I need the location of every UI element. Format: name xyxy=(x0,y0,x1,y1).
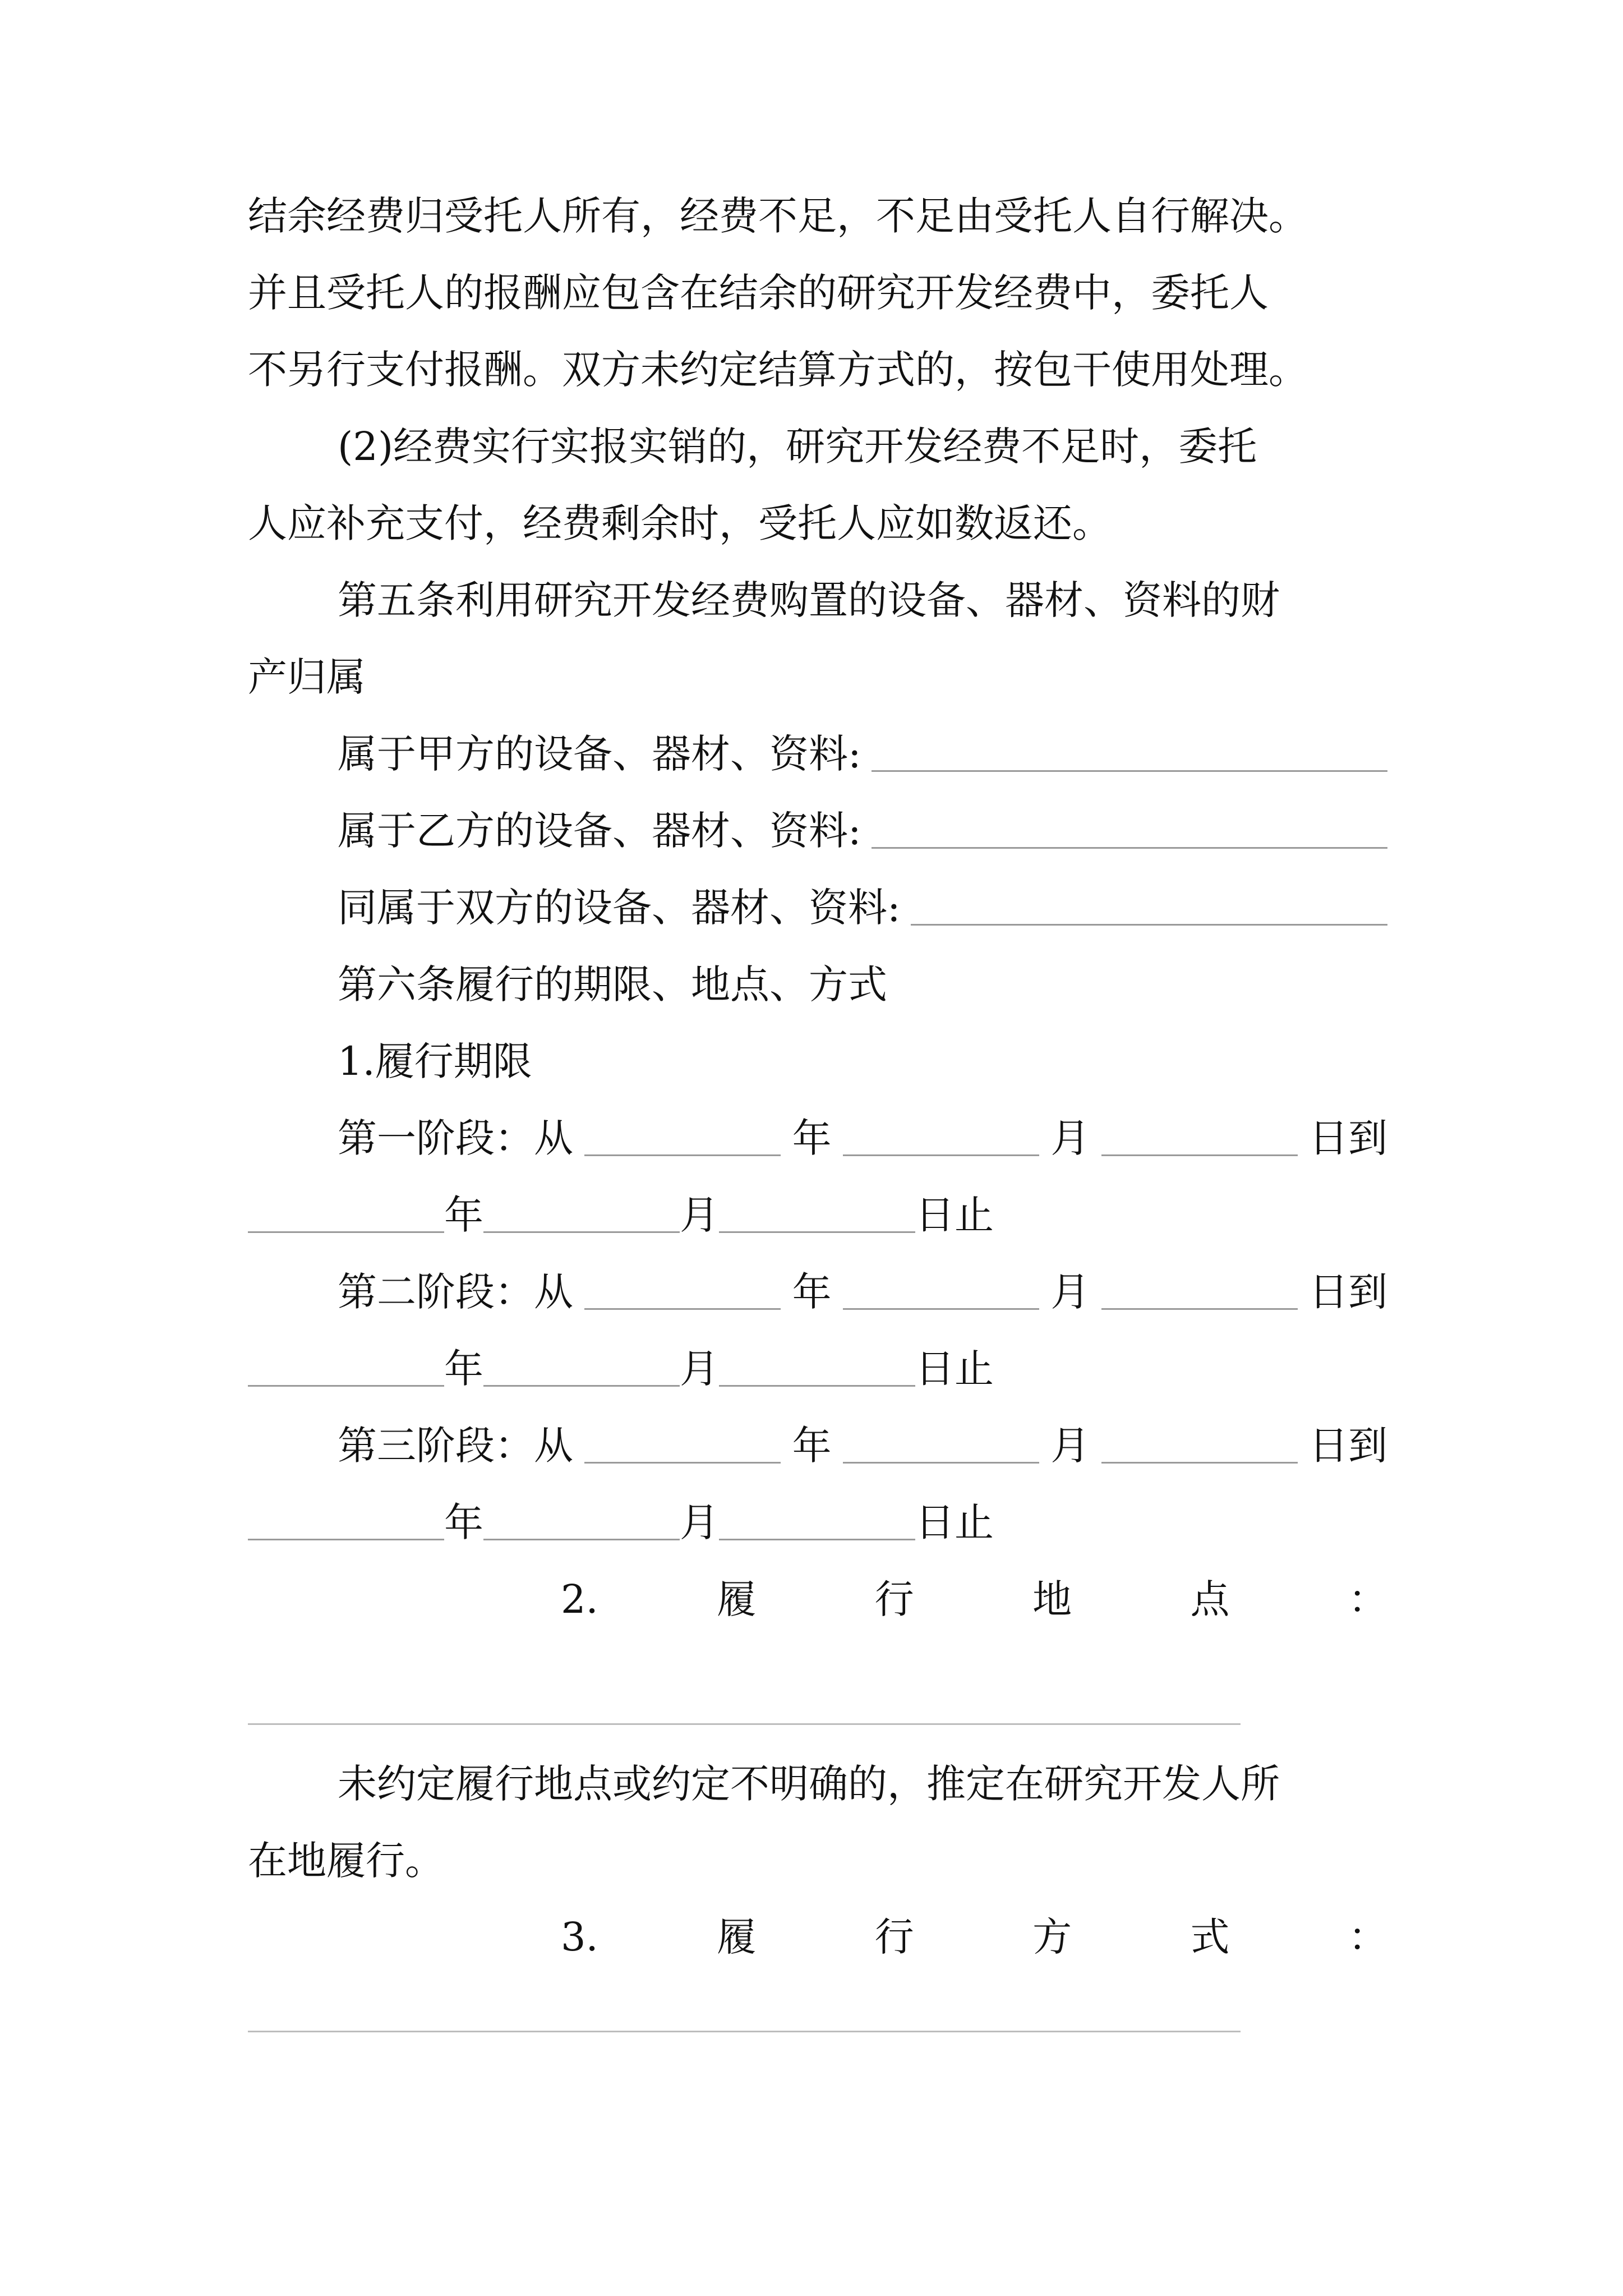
text: 日到 xyxy=(1308,1423,1387,1469)
text: 方 xyxy=(1032,1914,1072,1960)
text: 未约定履行地点或约定不明确的，推定在研究开发人所 xyxy=(338,1761,1280,1807)
text: 履 xyxy=(717,1576,757,1622)
paragraph-line xyxy=(338,416,1387,477)
paragraph-line xyxy=(248,1830,1387,1892)
fill-blank[interactable] xyxy=(248,1198,444,1233)
fill-blank[interactable] xyxy=(843,1428,1039,1464)
text: (2)经费实行实报实销的，研究开发经费不足时，委托 xyxy=(338,424,1257,470)
fill-blank[interactable] xyxy=(483,1505,680,1540)
fill-blank[interactable] xyxy=(483,1351,680,1387)
text: 并且受托人的报酬应包含在结余的研究开发经费中，委托人 xyxy=(248,270,1269,316)
text: 月 xyxy=(1050,1115,1090,1161)
text: 3. xyxy=(561,1914,598,1960)
stage-row xyxy=(248,1492,1387,1553)
text: 第六条履行的期限、地点、方式 xyxy=(338,961,887,1007)
fill-blank[interactable] xyxy=(719,1505,915,1540)
text: 日到 xyxy=(1308,1115,1387,1161)
subsection-title xyxy=(338,1030,1387,1092)
text: 日止 xyxy=(915,1346,994,1392)
ownership-row-both xyxy=(338,877,1387,938)
text: 月 xyxy=(1050,1269,1090,1315)
article-heading xyxy=(338,954,1387,1015)
fill-blank[interactable] xyxy=(248,1723,1241,1725)
text: 年 xyxy=(444,1499,483,1545)
text: 年 xyxy=(792,1269,832,1315)
ownership-row-a xyxy=(338,723,1387,785)
text: 月 xyxy=(680,1346,719,1392)
text: ： xyxy=(1348,1576,1387,1622)
fill-blank[interactable] xyxy=(584,1428,781,1464)
fill-blank[interactable] xyxy=(719,1198,915,1233)
text: 履 xyxy=(717,1914,757,1960)
text: 第五条利用研究开发经费购置的设备、器材、资料的财 xyxy=(338,577,1280,623)
text: 年 xyxy=(444,1192,483,1238)
fill-blank[interactable] xyxy=(1101,1428,1298,1464)
paragraph-line xyxy=(338,1753,1387,1815)
fill-blank[interactable] xyxy=(872,737,1387,772)
text: 人应补充支付，经费剩余时，受托人应如数返还。 xyxy=(248,500,1112,546)
fill-blank[interactable] xyxy=(1101,1121,1298,1156)
text: 1.履行期限 xyxy=(338,1038,532,1084)
method-heading xyxy=(561,1906,1387,1968)
stage-row xyxy=(338,1415,1387,1476)
text: 地 xyxy=(1032,1576,1072,1622)
text: 产归属 xyxy=(248,654,366,700)
text: 月 xyxy=(680,1499,719,1545)
text: 同属于双方的设备、器材、资料: xyxy=(338,885,901,931)
text: 式 xyxy=(1190,1914,1230,1960)
text: 行 xyxy=(874,1914,914,1960)
article-heading xyxy=(248,646,1387,708)
text: 年 xyxy=(792,1423,832,1469)
text: 属于甲方的设备、器材、资料: xyxy=(338,731,861,777)
text: 月 xyxy=(1050,1423,1090,1469)
paragraph-line xyxy=(248,185,1387,247)
fill-blank[interactable] xyxy=(872,813,1387,849)
article-heading xyxy=(338,569,1387,631)
paragraph-line xyxy=(248,493,1387,554)
stage-row xyxy=(338,1107,1387,1169)
fill-blank[interactable] xyxy=(584,1121,781,1156)
ownership-row-b xyxy=(338,800,1387,862)
fill-blank[interactable] xyxy=(719,1351,915,1387)
text: 年 xyxy=(792,1115,832,1161)
text: 属于乙方的设备、器材、资料: xyxy=(338,808,861,854)
text: 行 xyxy=(874,1576,914,1622)
fill-blank[interactable] xyxy=(843,1274,1039,1310)
stage-row xyxy=(248,1184,1387,1246)
text: 第三阶段：从 xyxy=(338,1423,573,1469)
text: 日止 xyxy=(915,1499,994,1545)
text: 2. xyxy=(561,1576,598,1622)
fill-blank[interactable] xyxy=(248,2031,1241,2032)
paragraph-line xyxy=(248,262,1387,324)
text: ： xyxy=(1348,1914,1387,1960)
fill-blank[interactable] xyxy=(248,1351,444,1387)
text: 结余经费归受托人所有，经费不足，不足由受托人自行解决。 xyxy=(248,193,1308,239)
text: 第一阶段：从 xyxy=(338,1115,573,1161)
text: 日止 xyxy=(915,1192,994,1238)
fill-blank[interactable] xyxy=(843,1121,1039,1156)
fill-blank[interactable] xyxy=(1101,1274,1298,1310)
text: 第二阶段：从 xyxy=(338,1269,573,1315)
text: 在地履行。 xyxy=(248,1838,444,1884)
text: 不另行支付报酬。双方未约定结算方式的，按包干使用处理。 xyxy=(248,347,1308,393)
text: 年 xyxy=(444,1346,483,1392)
place-heading xyxy=(561,1568,1387,1630)
fill-blank[interactable] xyxy=(248,1505,444,1540)
stage-row xyxy=(338,1261,1387,1323)
fill-blank[interactable] xyxy=(483,1198,680,1233)
paragraph-line xyxy=(248,339,1387,401)
fill-blank[interactable] xyxy=(911,890,1387,926)
text: 日到 xyxy=(1308,1269,1387,1315)
text: 月 xyxy=(680,1192,719,1238)
text: 点 xyxy=(1190,1576,1230,1622)
fill-blank[interactable] xyxy=(584,1274,781,1310)
stage-row xyxy=(248,1338,1387,1400)
